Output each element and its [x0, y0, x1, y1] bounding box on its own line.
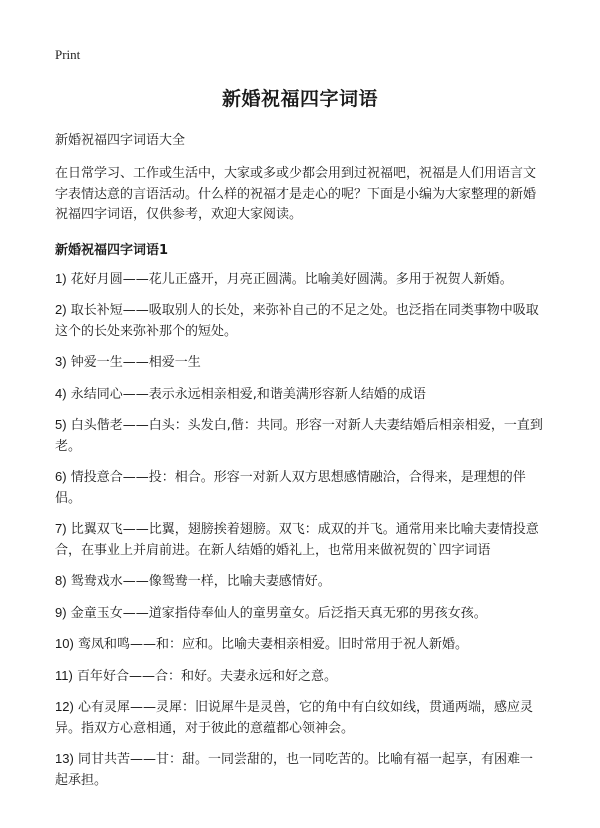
list-item — [55, 571, 545, 593]
item-text: 永结同心——表示永远相亲相爱,和谐美满形容新人结婚的成语 — [70, 386, 426, 402]
item-text: 鸳鸯戏水——像鸳鸯一样，比喻夫妻感情好。 — [70, 574, 331, 589]
item-number: 4) — [55, 385, 67, 401]
list-item — [55, 467, 545, 509]
item-number: 13) — [55, 751, 74, 766]
item-text: 比翼双飞——比翼，翅膀挨着翅膀。双飞：成双的并飞。通常用来比喻夫妻情投意合，在事业上并肩前进。在新人结婚的婚礼上，也常用来做祝贺的`四字词语 — [55, 522, 539, 558]
item-text: 花好月圆——花儿正盛开，月亮正圆满。比喻美好圆满。多用于祝贺人新婚。 — [70, 271, 513, 287]
item-number: 11) — [55, 667, 73, 683]
idiom-list — [55, 269, 545, 792]
list-item — [55, 269, 545, 291]
print-link[interactable]: Print — [55, 47, 81, 62]
item-number: 10) — [55, 636, 74, 651]
section-heading: 新婚祝福四字词语1 — [55, 242, 169, 258]
subtitle: 新婚祝福四字词语大全 — [55, 133, 186, 148]
item-number: 5) — [55, 417, 67, 432]
intro-paragraph: 在日常学习、工作或生活中，大家或多或少都会用到过祝福吧，祝福是人们用语言文字表情达意的言语活动。什么样的祝福才是走心的呢？下面是小编为大家整理的新婚祝福四字词语，仅供参考，欢迎大家阅读。 — [55, 166, 537, 222]
item-text: 情投意合——投：相合。形容一对新人双方思想感情融洽，合得来，是理想的伴侣。 — [55, 470, 526, 506]
item-number: 6) — [55, 469, 67, 484]
item-text: 百年好合——合：和好。夫妻永远和好之意。 — [76, 668, 337, 684]
list-item — [55, 415, 545, 457]
item-text: 钟爱一生——相爱一生 — [70, 355, 201, 370]
list-item — [55, 300, 545, 342]
list-item — [55, 603, 545, 625]
item-number: 2) — [55, 302, 67, 317]
list-item — [55, 666, 545, 688]
item-text: 鸾凤和鸣——和：应和。比喻夫妻相亲相爱。旧时常用于祝人新婚。 — [77, 637, 468, 652]
item-number: 7) — [55, 521, 67, 536]
item-text: 金童玉女——道家指侍奉仙人的童男童女。后泛指天真无邪的男孩女孩。 — [70, 605, 487, 621]
item-number: 1) — [55, 270, 67, 286]
list-item — [55, 384, 545, 406]
list-item — [55, 519, 545, 561]
list-item — [55, 352, 545, 374]
item-text: 白头偕老——白头：头发白,偕：共同。形容一对新人夫妻结婚后相亲相爱，一直到老。 — [55, 418, 543, 454]
list-item — [55, 634, 545, 656]
item-number: 8) — [55, 573, 67, 588]
item-number: 9) — [55, 604, 67, 620]
item-text: 心有灵犀——灵犀：旧说犀牛是灵兽，它的角中有白纹如线，贯通两端，感应灵异。指双方心意相通，对于彼此的意蕴都心领神会。 — [55, 700, 533, 736]
list-item — [55, 749, 545, 791]
item-text: 取长补短——吸取别人的长处，来弥补自己的不足之处。也泛指在同类事物中吸取这个的长处来弥补那个的短处。 — [55, 303, 539, 339]
item-text: 同甘共苦——甘：甜。一同尝甜的，也一同吃苦的。比喻有福一起享，有困难一起承担。 — [55, 752, 533, 788]
page-title: 新婚祝福四字词语 — [221, 88, 378, 110]
item-number: 12) — [55, 699, 74, 714]
item-number: 3) — [55, 354, 67, 369]
list-item — [55, 697, 545, 739]
